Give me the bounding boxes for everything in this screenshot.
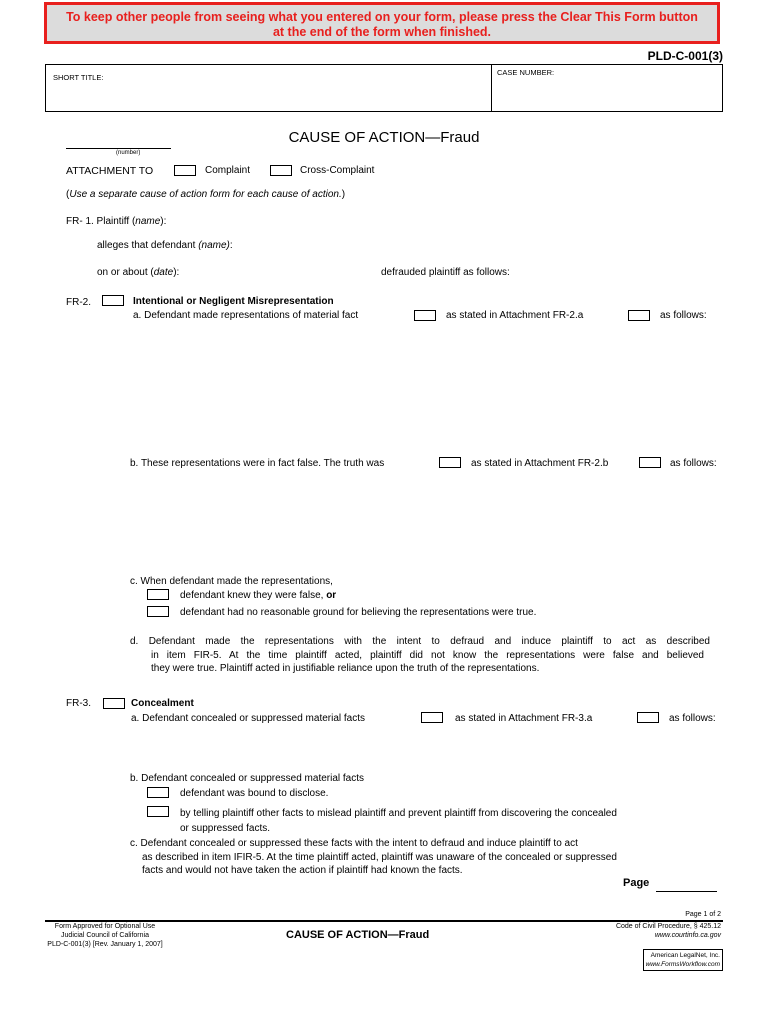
- fr3c-line-2: as described in item IFIR-5. At the time plaintiff acted, plaintiff was unaware of the concealed or suppressed: [142, 852, 617, 863]
- fr2a-attachment-checkbox[interactable]: [414, 310, 436, 321]
- fr2-heading: Intentional or Negligent Misrepresentation: [133, 296, 334, 307]
- fr2d-line-2: in item FIR-5. At the time plaintiff acted, plaintiff did not know the representations were false and believed: [151, 650, 704, 661]
- fr2a-response-area[interactable]: [133, 326, 721, 450]
- fr3a-follows-checkbox[interactable]: [637, 712, 659, 723]
- vendor-box: [643, 949, 723, 971]
- footer-title: CAUSE OF ACTION—Fraud: [286, 929, 430, 941]
- fr3a-response-area[interactable]: [131, 729, 721, 767]
- fr3-heading: Concealment: [131, 698, 194, 709]
- fr1-date-label: date: [153, 267, 174, 278]
- short-title-field[interactable]: [54, 84, 484, 108]
- footer-right-line-2: www.courtinfo.ca.gov: [654, 932, 721, 939]
- fr2d-line-1: d. Defendant made the representations with the intent to defraud and induce plaintiff to act as described: [130, 636, 710, 647]
- fr3b-text: b. Defendant concealed or suppressed material facts: [130, 773, 365, 784]
- fr3a-attachment-label: as stated in Attachment FR-3.a: [455, 713, 593, 724]
- fr3b-bound-checkbox[interactable]: [147, 787, 169, 798]
- instruction-text: [66, 189, 345, 200]
- fr1-defendant-name-field[interactable]: [260, 238, 720, 252]
- fr1-plaintiff-line: [66, 216, 166, 227]
- fr2b-follows-label: as follows:: [670, 458, 717, 469]
- fr1-defrauded-text: defrauded plaintiff as follows:: [381, 267, 510, 278]
- footer-left-line-2: Judicial Council of California: [61, 932, 149, 939]
- fr2c-knew-false-text: defendant knew they were false,: [180, 590, 327, 601]
- fr2a-attachment-label: as stated in Attachment FR-2.a: [446, 310, 584, 321]
- fr2c-no-ground-checkbox[interactable]: [147, 606, 169, 617]
- fr3a-follows-label: as follows:: [669, 713, 716, 724]
- fr3b-misleading-checkbox[interactable]: [147, 806, 169, 817]
- footer-left-block: [45, 922, 165, 949]
- fr2b-text: b. These representations were in fact false. The truth was: [130, 458, 385, 469]
- footer-left-line-3: PLD-C-001(3) [Rev. January 1, 2007]: [47, 941, 163, 948]
- instruction-italic: Use a separate cause of action form for each cause of action.: [69, 189, 342, 200]
- fr1-date-end: ):: [173, 267, 180, 278]
- fr1-defendant-pre: alleges that defendant: [97, 240, 199, 251]
- fr1-defendant-name-label: (name): [198, 240, 230, 251]
- complaint-label: Complaint: [205, 165, 251, 176]
- attachment-to-label: ATTACHMENT TO: [66, 165, 154, 177]
- vendor-line-2: www.FormsWorkflow.com: [645, 961, 720, 968]
- header-divider: [491, 64, 492, 112]
- banner-line-2: at the end of the form when finished.: [272, 25, 492, 39]
- form-number: PLD-C-001(3): [647, 49, 723, 63]
- fr3b-bound-label: defendant was bound to disclose.: [180, 788, 329, 799]
- footer-right-block: [616, 922, 721, 940]
- fr3a-text: a. Defendant concealed or suppressed material facts: [131, 713, 366, 724]
- number-label: (number): [116, 150, 141, 156]
- fr1-date-pre: on or about (: [97, 267, 154, 278]
- cross-complaint-label: Cross-Complaint: [300, 165, 375, 176]
- case-number-label: CASE NUMBER:: [497, 68, 555, 77]
- fr1-date-line: [97, 267, 179, 278]
- case-number-field[interactable]: [497, 80, 717, 108]
- page-number-field-line[interactable]: [656, 891, 717, 892]
- fr1-defendant-line: [97, 240, 233, 251]
- number-field-line[interactable]: [66, 148, 171, 149]
- fr2b-response-area[interactable]: [133, 474, 721, 570]
- fr2d-line-3: they were true. Plaintiff acted in justifiable reliance upon the truth of the representations.: [151, 663, 540, 674]
- page-of-label: Page 1 of 2: [685, 911, 721, 918]
- fr2c-knew-false-label: [180, 590, 336, 601]
- fr2a-follows-checkbox[interactable]: [628, 310, 650, 321]
- fr2b-follows-checkbox[interactable]: [639, 457, 661, 468]
- fr2c-no-ground-label: defendant had no reasonable ground for believing the representations were true.: [180, 607, 537, 618]
- fr3b-misleading-line-1: by telling plaintiff other facts to mislead plaintiff and prevent plaintiff from discovering the concealed: [180, 808, 617, 819]
- fr2a-text: a. Defendant made representations of material fact: [133, 310, 359, 321]
- fr3a-attachment-checkbox[interactable]: [421, 712, 443, 723]
- fr2b-attachment-label: as stated in Attachment FR-2.b: [471, 458, 609, 469]
- fr2a-follows-label: as follows:: [660, 310, 707, 321]
- fr2c-or: or: [326, 590, 337, 601]
- banner-line-1: To keep other people from seeing what you entered on your form, please press the Clear This Form button: [66, 10, 698, 24]
- short-title-label: SHORT TITLE:: [53, 73, 104, 82]
- fr1-label: FR- 1. Plaintiff (: [66, 216, 136, 227]
- footer-right-line-1: Code of Civil Procedure, § 425.12: [615, 923, 721, 930]
- fr3c-line-3: facts and would not have taken the action if plaintiff had known the facts.: [142, 865, 463, 876]
- vendor-line-1: American LegalNet, Inc.: [650, 952, 720, 959]
- fr3-checkbox[interactable]: [103, 698, 125, 709]
- page-title: CAUSE OF ACTION—Fraud: [288, 129, 480, 146]
- fr1-name-label: name: [135, 216, 161, 227]
- fr2b-attachment-checkbox[interactable]: [439, 457, 461, 468]
- fr3c-line-1: c. Defendant concealed or suppressed these facts with the intent to defraud and induce plaintiff to act: [130, 838, 578, 849]
- page-label: Page: [623, 877, 650, 889]
- fr1-label-end: ):: [160, 216, 167, 227]
- fr3-number: FR-3.: [66, 698, 91, 709]
- fr1-date-field[interactable]: [195, 265, 365, 279]
- fr1-defendant-end: :: [229, 240, 233, 251]
- fr1-plaintiff-name-field[interactable]: [200, 214, 720, 228]
- fr2-checkbox[interactable]: [102, 295, 124, 306]
- fr3b-misleading-line-2: or suppressed facts.: [180, 823, 271, 834]
- cross-complaint-checkbox[interactable]: [270, 165, 292, 176]
- instruction-close: ): [341, 189, 346, 200]
- complaint-checkbox[interactable]: [174, 165, 196, 176]
- fr2c-knew-false-checkbox[interactable]: [147, 589, 169, 600]
- fr2c-text: c. When defendant made the representations,: [130, 576, 333, 587]
- clear-form-warning-banner: [44, 2, 720, 44]
- instruction-open: (: [66, 189, 70, 200]
- fr2-number: FR-2.: [66, 297, 91, 308]
- footer-left-line-1: Form Approved for Optional Use: [54, 923, 156, 930]
